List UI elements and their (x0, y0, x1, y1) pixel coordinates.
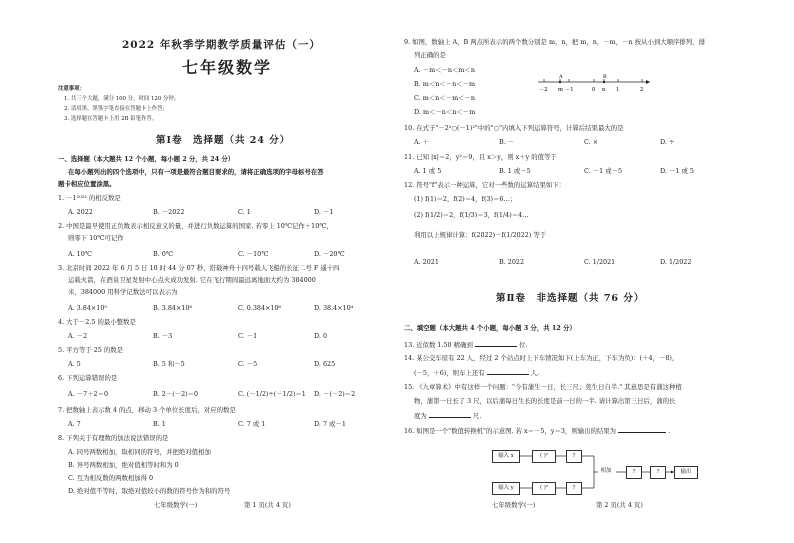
exam-title: 2022 年秋季学期教学质量评估（一） (122, 39, 321, 51)
q13-tail: 位. (518, 341, 528, 349)
input-x-box: 输入 x (492, 450, 520, 463)
label-n: n (602, 87, 606, 93)
q4-option-a: A. －2 (68, 332, 88, 340)
q16-tail: . (668, 427, 671, 435)
y-cube-box: ( )³ (532, 482, 556, 495)
add-label: 相加 (600, 468, 612, 474)
q10-option-b: B. － (499, 138, 515, 146)
q13-text: 13. 近似数 1.50 精确到 (404, 341, 473, 349)
q6-option-b: B. 2－(－2)＝0 (153, 390, 199, 398)
label-0: 0 (592, 87, 596, 93)
point-b (603, 81, 605, 83)
final-op-box: ? (650, 466, 666, 479)
q2-stem-2: 则零下 10℃可记作 (68, 234, 124, 242)
q10-option-c: C. × (584, 138, 599, 146)
q4-stem: 4. 大于－2.5 的最小整数是 (58, 318, 136, 326)
subject-title: 七年级数学 (182, 58, 273, 77)
q8-option-d: D. 绝对值不等时，取绝对值较小的数的符号作为和的符号 (68, 487, 231, 495)
q1-option-c: C. 1 (238, 208, 251, 216)
y-op-box: ? (566, 482, 582, 495)
q12-option-d: D. 1/2022 (660, 258, 692, 266)
q10-stem: 10. 在式子"－2²○(－1)²"中的"○"内填入下列运算符号，计算后结果最大的是 (404, 124, 624, 132)
note-3: 3. 选择题在答题卡上用 2B 铅笔作答。 (64, 116, 158, 122)
part1-title: 第Ⅰ卷 选择题（共 24 分） (156, 135, 291, 146)
conversion-machine (488, 446, 728, 502)
q4-option-d: D. 0 (314, 332, 328, 340)
q3-option-a: A. 3.84×10⁵ (68, 304, 107, 312)
machine-arrows (488, 446, 728, 502)
q13 (404, 340, 527, 350)
section2-title: 二、填空题（本大题共 4 个小题，每小题 3 分，共 12 分） (404, 324, 576, 332)
q5-option-c: C. －5 (238, 360, 258, 368)
part2-title: 第Ⅱ卷 非选择题（共 76 分） (496, 293, 645, 304)
q11-option-c: C. －1 或－5 (584, 167, 623, 175)
label-b: B (603, 74, 607, 80)
q11-option-b: B. 1 或－5 (499, 167, 531, 175)
left-page (58, 0, 398, 543)
q11-stem: 11. 已知 |x|＝2，y²＝9，且 x＞y，则 x＋y 的值等于 (404, 153, 557, 161)
input-y-box: 输入 y (492, 482, 520, 495)
q2-stem: 2. 中国是最早使用正负数表示相反意义的量，并进行负数运算的国家. 若零上 10℃记作＋10℃， (58, 222, 333, 230)
right-page (404, 0, 744, 543)
q9-stem-2: 列正确的是 (414, 51, 446, 59)
number-line-arrow (646, 80, 650, 84)
x-op-box: ? (566, 450, 582, 463)
q12-option-a: A. 2021 (414, 258, 439, 266)
q15-text2: 物，蒲第一日长了 3 尺，以后蒲每日生长的长度是前一日的一半. 请计算出第三日后，蒲的长 (414, 397, 676, 405)
number-line-figure (534, 72, 654, 96)
label-minus2: －2 (539, 87, 548, 93)
q5-option-a: A. 5 (68, 360, 81, 368)
q1-option-d: D. －1 (314, 208, 334, 216)
q3-stem-2: 运载火箭，在酒泉卫星发射中心点火成功发射. 它在飞行期间最远离地面大约为 384000 (68, 276, 316, 284)
q1-stem: 1. －1²⁰²² 的相反数是 (58, 194, 121, 202)
label-2: 2 (640, 87, 644, 93)
footer-right-page: 第 2 页(共 4 页) (596, 501, 643, 509)
q16 (404, 426, 670, 436)
section1-title: 一、选择题（本大题共 12 个小题，每小题 2 分，共 24 分） (58, 155, 235, 163)
q16-text: 16. 如图是一个"数值转换机"的示意图. 若 x＝－5，y＝3，则输出的结果为 (404, 427, 617, 435)
q4-option-c: C. －1 (238, 332, 258, 340)
q7-option-a: A. 7 (68, 420, 81, 428)
q7-option-d: D. 7 或－1 (314, 420, 346, 428)
label-m: m (558, 87, 563, 93)
label-1: 1 (616, 87, 620, 93)
instruction-line1: 在每小题列出的四个选项中，只有一项是最符合题目要求的，请将正确选项的字母标号在答 (68, 168, 324, 176)
q13-blank[interactable] (475, 340, 517, 347)
q3-stem-3: 米，384000 用科学记数法可以表示为 (68, 288, 178, 296)
q8-option-b: B. 异号两数相加，绝对值相等时和为 0 (68, 461, 179, 469)
combine-op-box: ? (626, 466, 642, 479)
note-2: 2. 请用黑、黑签字笔直接在答题卡上作答； (64, 106, 168, 112)
q14-tail: 人. (530, 369, 540, 377)
label-minus1: －1 (565, 87, 574, 93)
q10-option-a: A. ＋ (414, 138, 430, 146)
notes-heading: 注意事项： (58, 86, 85, 92)
q12-stem: 12. 符号"f"表示一种运算，它对一些数的运算结果如下： (404, 181, 566, 189)
q9-option-b: B. m＜n＜－n＜－m (414, 80, 476, 88)
q8-stem: 8. 下列关于有理数的加法说法错误的是 (58, 434, 169, 442)
q9-option-d: D. m＜－n＜n＜－m (414, 108, 476, 116)
q5-option-d: D. 625 (314, 360, 336, 368)
output-box: 输出 (674, 466, 698, 479)
q9-option-c: C. m＜n＜－m＜－n (414, 94, 476, 102)
q11-option-d: D. －1 或 5 (660, 167, 694, 175)
q15-tail: 尺. (472, 412, 482, 420)
q12-option-b: B. 2022 (499, 258, 525, 266)
q9-stem: 9. 如图，数轴上 A，B 两点所表示的两个数分别是 m，n，把 m，n，－m，－n 按从小到大顺序排列，排 (404, 38, 705, 46)
q9-option-a: A. －m＜－n＜m＜n (414, 66, 475, 74)
q7-option-b: B. 1 (153, 420, 166, 428)
label-a: A (559, 74, 563, 80)
q15-text: 15. 《九章算术》中有这样一个问题："今有蒲生一日，长三尺；莞生日自半." 其意思是有蒲这种植 (404, 383, 682, 391)
q12-rule-2: (2) f(1/2)＝2，f(1/3)＝3，f(1/4)＝4… (414, 211, 529, 219)
q15-text3: 度为 (414, 412, 427, 420)
q7-option-c: C. 7 或 1 (238, 420, 266, 428)
q14-text: 14. 某公交车原有 22 人，经过 2 个站点时上下车情况如下(上车为正，下车为负)：(＋4，－8)， (404, 354, 679, 362)
q4-option-b: B. －3 (153, 332, 173, 340)
q3-option-b: B. 3.84×10⁶ (153, 304, 193, 312)
q12-rule-1: (1) f(1)＝2，f(2)＝4，f(3)＝6…； (414, 195, 517, 203)
q11-option-a: A. 1 或 5 (414, 167, 442, 175)
q2-option-b: B. 0℃ (153, 250, 173, 258)
point-a (559, 81, 561, 83)
q12-compute: 利用以上规律计算：f(2022)－f(1/2022) 等于 (414, 231, 547, 239)
q12-option-c: C. 1/2021 (584, 258, 616, 266)
x-square-box: ( )² (532, 450, 556, 463)
q8-option-c: C. 互为相反数的两数相加得 0 (68, 474, 154, 482)
q5-option-b: B. 5 和－5 (153, 360, 185, 368)
q8-option-a: A. 同号两数相加，取相同的符号，并把绝对值相加 (68, 448, 211, 456)
q3-option-d: D. 38.4×10⁴ (314, 304, 354, 312)
note-1: 1. 共三个大题，满分 100 分，时间 120 分钟； (64, 96, 180, 102)
q3-stem: 3. 北京时间 2022 年 6 月 5 日 10 时 44 分 07 秒，搭载神舟十四号载人飞船的长征二号 F 遥十四 (58, 264, 340, 272)
q1-option-a: A. 2022 (68, 208, 93, 216)
footer-left-name: 七年级数学(一) (154, 501, 198, 509)
q6-stem: 6. 下列运算错误的是 (58, 374, 118, 382)
footer-left-page: 第 1 页(共 4 页) (244, 501, 291, 509)
q15-line3 (414, 411, 481, 421)
q3-option-c: C. 0.384×10⁶ (238, 304, 282, 312)
q2-option-d: D. －20℃ (314, 250, 345, 258)
instruction-line2: 题卡相应位置涂黑。 (58, 180, 116, 188)
q2-option-c: C. －10℃ (238, 250, 269, 258)
q2-option-a: A. 10℃ (68, 250, 92, 258)
q14-blank[interactable] (487, 368, 529, 375)
footer-right-name: 七年级数学(一) (492, 501, 536, 509)
q5-stem: 5. 平方等于 25 的数是 (58, 346, 124, 354)
q6-option-c: C. (－1/2)÷(－1/2)＝1 (238, 390, 306, 398)
q16-blank[interactable] (618, 426, 666, 433)
q6-option-d: D. －(－2)＝2 (314, 390, 356, 398)
q14-text2: (－5，＋6)，则车上还有 (414, 369, 485, 377)
q10-option-d: D. ÷ (660, 138, 675, 146)
q7-stem: 7. 把数轴上表示数 4 的点，移动 3 个单位长度后，对应的数是 (58, 406, 236, 414)
q15-blank[interactable] (429, 411, 471, 418)
q1-option-b: B. －2022 (153, 208, 185, 216)
q6-option-a: A. －7＋2＝0 (68, 390, 109, 398)
q14-line2 (414, 368, 539, 378)
